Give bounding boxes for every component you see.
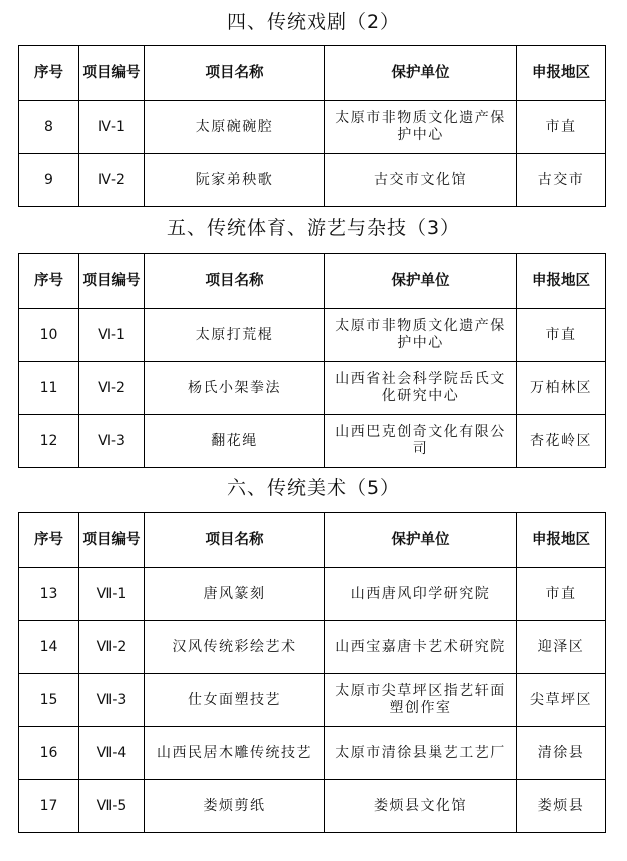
section-title-5: 五、传统体育、游艺与杂技（3） bbox=[166, 217, 461, 239]
column-header-name: 项目名称 bbox=[145, 254, 325, 309]
cell-code: Ⅶ-1 bbox=[79, 568, 145, 621]
cell-unit: 娄烦县文化馆 bbox=[325, 780, 517, 833]
cell-name: 阮家弟秧歌 bbox=[145, 154, 325, 207]
table-row bbox=[19, 727, 606, 780]
cell-no: 12 bbox=[19, 415, 79, 468]
column-header-region: 申报地区 bbox=[517, 46, 606, 101]
cell-code: Ⅳ-1 bbox=[79, 101, 145, 154]
section-title-6: 六、传统美术（5） bbox=[226, 477, 401, 499]
table-row bbox=[19, 674, 606, 727]
column-header-code: 项目编号 bbox=[79, 513, 145, 568]
table-header-row bbox=[19, 46, 606, 101]
cell-name: 太原打荒棍 bbox=[145, 309, 325, 362]
cell-code: Ⅵ-3 bbox=[79, 415, 145, 468]
cell-region: 娄烦县 bbox=[517, 780, 606, 833]
cell-region: 古交市 bbox=[517, 154, 606, 207]
cell-code: Ⅶ-3 bbox=[79, 674, 145, 727]
table-section-4 bbox=[18, 45, 606, 207]
cell-name: 唐风篆刻 bbox=[145, 568, 325, 621]
cell-region: 杏花岭区 bbox=[517, 415, 606, 468]
cell-region: 市直 bbox=[517, 568, 606, 621]
table-row bbox=[19, 154, 606, 207]
cell-name: 娄烦剪纸 bbox=[145, 780, 325, 833]
column-header-no: 序号 bbox=[19, 513, 79, 568]
cell-name: 太原碗碗腔 bbox=[145, 101, 325, 154]
cell-unit: 太原市非物质文化遗产保护中心 bbox=[325, 101, 517, 154]
table-row bbox=[19, 780, 606, 833]
column-header-region: 申报地区 bbox=[517, 254, 606, 309]
column-header-no: 序号 bbox=[19, 46, 79, 101]
table-row bbox=[19, 621, 606, 674]
cell-region: 市直 bbox=[517, 309, 606, 362]
cell-no: 14 bbox=[19, 621, 79, 674]
cell-region: 万柏林区 bbox=[517, 362, 606, 415]
cell-no: 17 bbox=[19, 780, 79, 833]
cell-unit: 山西省社会科学院岳氏文化研究中心 bbox=[325, 362, 517, 415]
cell-name: 翻花绳 bbox=[145, 415, 325, 468]
cell-no: 10 bbox=[19, 309, 79, 362]
cell-unit: 古交市文化馆 bbox=[325, 154, 517, 207]
column-header-unit: 保护单位 bbox=[325, 46, 517, 101]
cell-name: 汉风传统彩绘艺术 bbox=[145, 621, 325, 674]
table-row bbox=[19, 309, 606, 362]
cell-unit: 太原市非物质文化遗产保护中心 bbox=[325, 309, 517, 362]
cell-no: 16 bbox=[19, 727, 79, 780]
section-title-4: 四、传统戏剧（2） bbox=[226, 11, 401, 33]
table-section-6 bbox=[18, 512, 606, 833]
cell-code: Ⅶ-5 bbox=[79, 780, 145, 833]
cell-unit: 山西宝嘉唐卡艺术研究院 bbox=[325, 621, 517, 674]
cell-no: 15 bbox=[19, 674, 79, 727]
column-header-name: 项目名称 bbox=[145, 46, 325, 101]
cell-code: Ⅵ-2 bbox=[79, 362, 145, 415]
table-row bbox=[19, 362, 606, 415]
column-header-unit: 保护单位 bbox=[325, 513, 517, 568]
table-header-row bbox=[19, 513, 606, 568]
table-section-5 bbox=[18, 253, 606, 468]
cell-name: 山西民居木雕传统技艺 bbox=[145, 727, 325, 780]
cell-code: Ⅵ-1 bbox=[79, 309, 145, 362]
column-header-no: 序号 bbox=[19, 254, 79, 309]
column-header-name: 项目名称 bbox=[145, 513, 325, 568]
column-header-region: 申报地区 bbox=[517, 513, 606, 568]
cell-region: 清徐县 bbox=[517, 727, 606, 780]
table-header-row bbox=[19, 254, 606, 309]
cell-unit: 太原市尖草坪区指艺轩面塑创作室 bbox=[325, 674, 517, 727]
cell-code: Ⅶ-4 bbox=[79, 727, 145, 780]
cell-code: Ⅶ-2 bbox=[79, 621, 145, 674]
cell-no: 11 bbox=[19, 362, 79, 415]
cell-no: 8 bbox=[19, 101, 79, 154]
table-row bbox=[19, 415, 606, 468]
cell-name: 杨氏小架拳法 bbox=[145, 362, 325, 415]
cell-region: 迎泽区 bbox=[517, 621, 606, 674]
column-header-code: 项目编号 bbox=[79, 254, 145, 309]
cell-unit: 山西巴克创奇文化有限公司 bbox=[325, 415, 517, 468]
cell-region: 市直 bbox=[517, 101, 606, 154]
cell-unit: 山西唐风印学研究院 bbox=[325, 568, 517, 621]
cell-region: 尖草坪区 bbox=[517, 674, 606, 727]
cell-no: 13 bbox=[19, 568, 79, 621]
cell-code: Ⅳ-2 bbox=[79, 154, 145, 207]
cell-no: 9 bbox=[19, 154, 79, 207]
table-row bbox=[19, 568, 606, 621]
cell-unit: 太原市清徐县巢艺工艺厂 bbox=[325, 727, 517, 780]
table-row bbox=[19, 101, 606, 154]
cell-name: 仕女面塑技艺 bbox=[145, 674, 325, 727]
column-header-unit: 保护单位 bbox=[325, 254, 517, 309]
column-header-code: 项目编号 bbox=[79, 46, 145, 101]
